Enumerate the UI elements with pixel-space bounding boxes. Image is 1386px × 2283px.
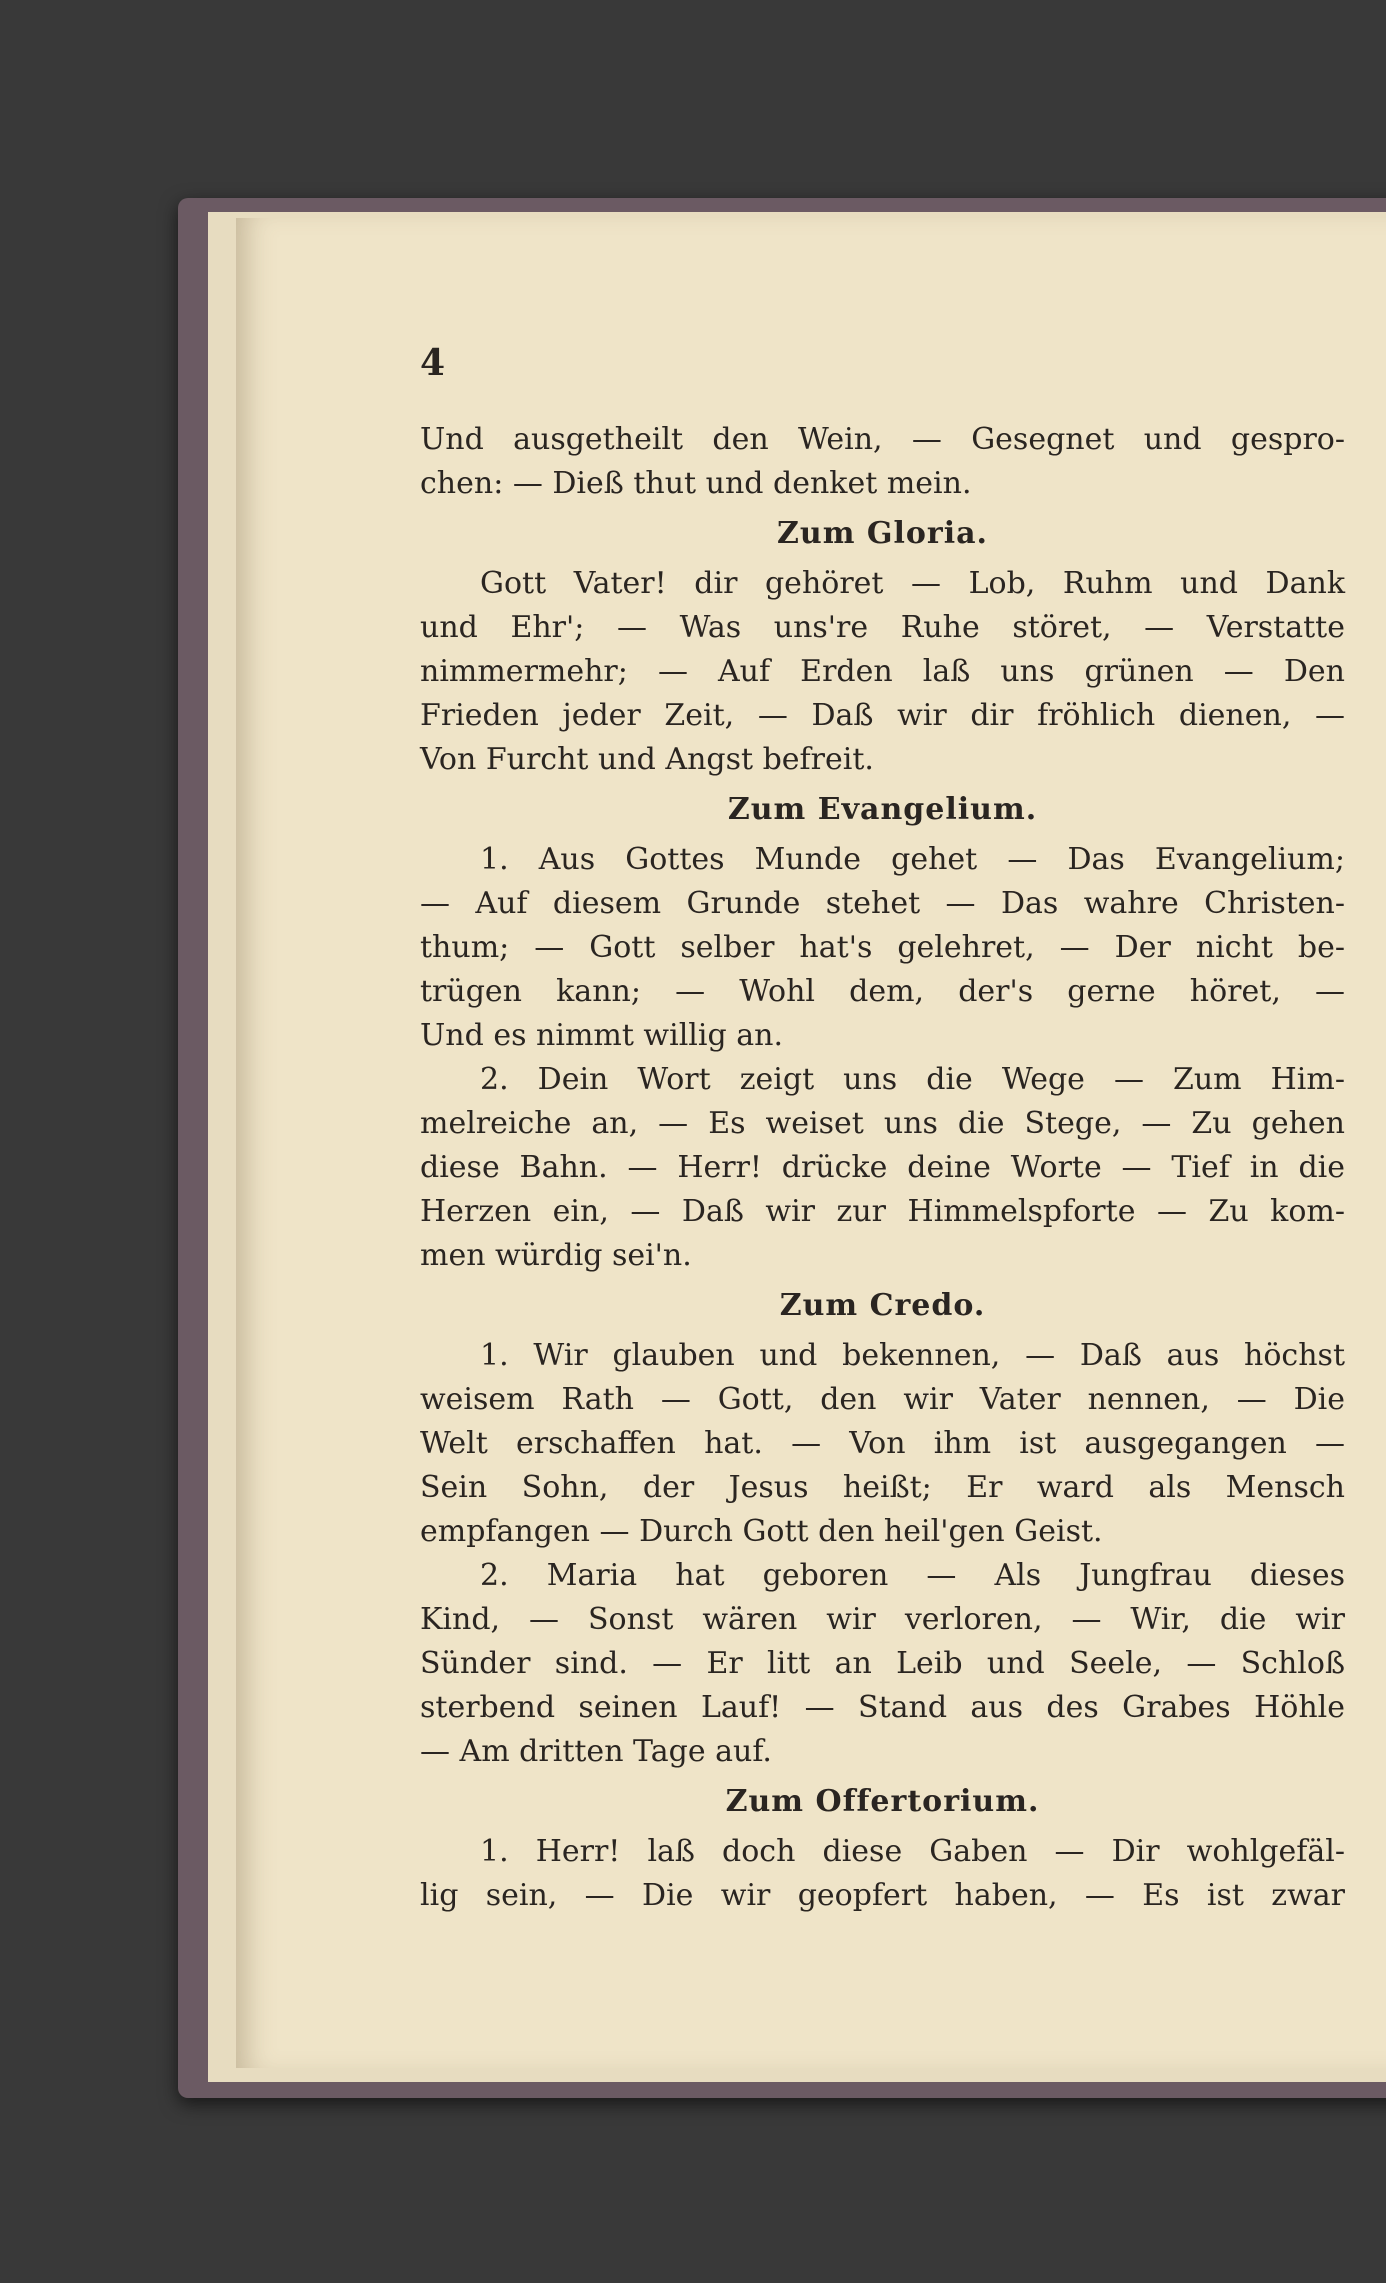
text-line: melreiche an, — Es weiset uns die Stege, — Zu gehen — [420, 1106, 1345, 1141]
text-line: 1. Wir glauben und bekennen, — Daß aus höchst — [480, 1338, 1345, 1373]
text-line: empfangen — Durch Gott den heil'gen Geist. — [420, 1514, 1103, 1549]
text-line: — Auf diesem Grunde stehet — Das wahre Christen- — [420, 886, 1345, 921]
text-line: Welt erschaffen hat. — Von ihm ist ausgegangen — — [420, 1426, 1345, 1461]
section-heading-gloria: Zum Gloria. — [776, 516, 988, 551]
text-line: Sein Sohn, der Jesus heißt; Er ward als Mensch — [420, 1470, 1345, 1505]
text-line: Von Furcht und Angst befreit. — [420, 742, 874, 777]
section-heading-evangelium: Zum Evangelium. — [727, 792, 1038, 827]
text-line: nimmermehr; — Auf Erden laß uns grünen — Den — [420, 654, 1345, 689]
text-line: Herzen ein, — Daß wir zur Himmelspforte — Zu kom- — [420, 1194, 1345, 1229]
text-line: lig sein, — Die wir geopfert haben, — Es ist zwar — [420, 1878, 1345, 1913]
text-line: 2. Maria hat geboren — Als Jungfrau dieses — [480, 1558, 1345, 1593]
text-line: men würdig sei'n. — [420, 1238, 692, 1273]
page-text — [420, 418, 1345, 1918]
text-line: sterbend seinen Lauf! — Stand aus des Grabes Höhle — [420, 1690, 1345, 1725]
text-line: Gott Vater! dir gehöret — Lob, Ruhm und Dank — [480, 566, 1345, 601]
text-line: weisem Rath — Gott, den wir Vater nennen, — Die — [420, 1382, 1345, 1417]
text-line: chen: — Dieß thut und denket mein. — [420, 466, 972, 501]
text-line: 1. Herr! laß doch diese Gaben — Dir wohlgefäl- — [480, 1834, 1345, 1869]
text-line: 2. Dein Wort zeigt uns die Wege — Zum Him- — [480, 1062, 1345, 1097]
text-line: diese Bahn. — Herr! drücke deine Worte — Tief in die — [420, 1150, 1345, 1185]
text-line: Und ausgetheilt den Wein, — Gesegnet und gespro- — [420, 422, 1345, 457]
page-number: 4 — [420, 342, 446, 384]
text-line: und Ehr'; — Was uns're Ruhe störet, — Verstatte — [420, 610, 1345, 645]
text-line: thum; — Gott selber hat's gelehret, — Der nicht be- — [420, 930, 1345, 965]
text-line: Sünder sind. — Er litt an Leib und Seele, — Schloß — [420, 1646, 1345, 1681]
text-line: Frieden jeder Zeit, — Daß wir dir fröhlich dienen, — — [420, 698, 1345, 733]
text-line: Kind, — Sonst wären wir verloren, — Wir, die wir — [420, 1602, 1345, 1637]
text-line: trügen kann; — Wohl dem, der's gerne höret, — — [420, 974, 1345, 1009]
section-heading-credo: Zum Credo. — [779, 1288, 986, 1323]
section-heading-offertorium: Zum Offertorium. — [725, 1784, 1040, 1819]
text-line: — Am dritten Tage auf. — [420, 1734, 772, 1769]
text-line: Und es nimmt willig an. — [420, 1018, 783, 1053]
text-line: 1. Aus Gottes Munde gehet — Das Evangelium; — [480, 842, 1345, 877]
